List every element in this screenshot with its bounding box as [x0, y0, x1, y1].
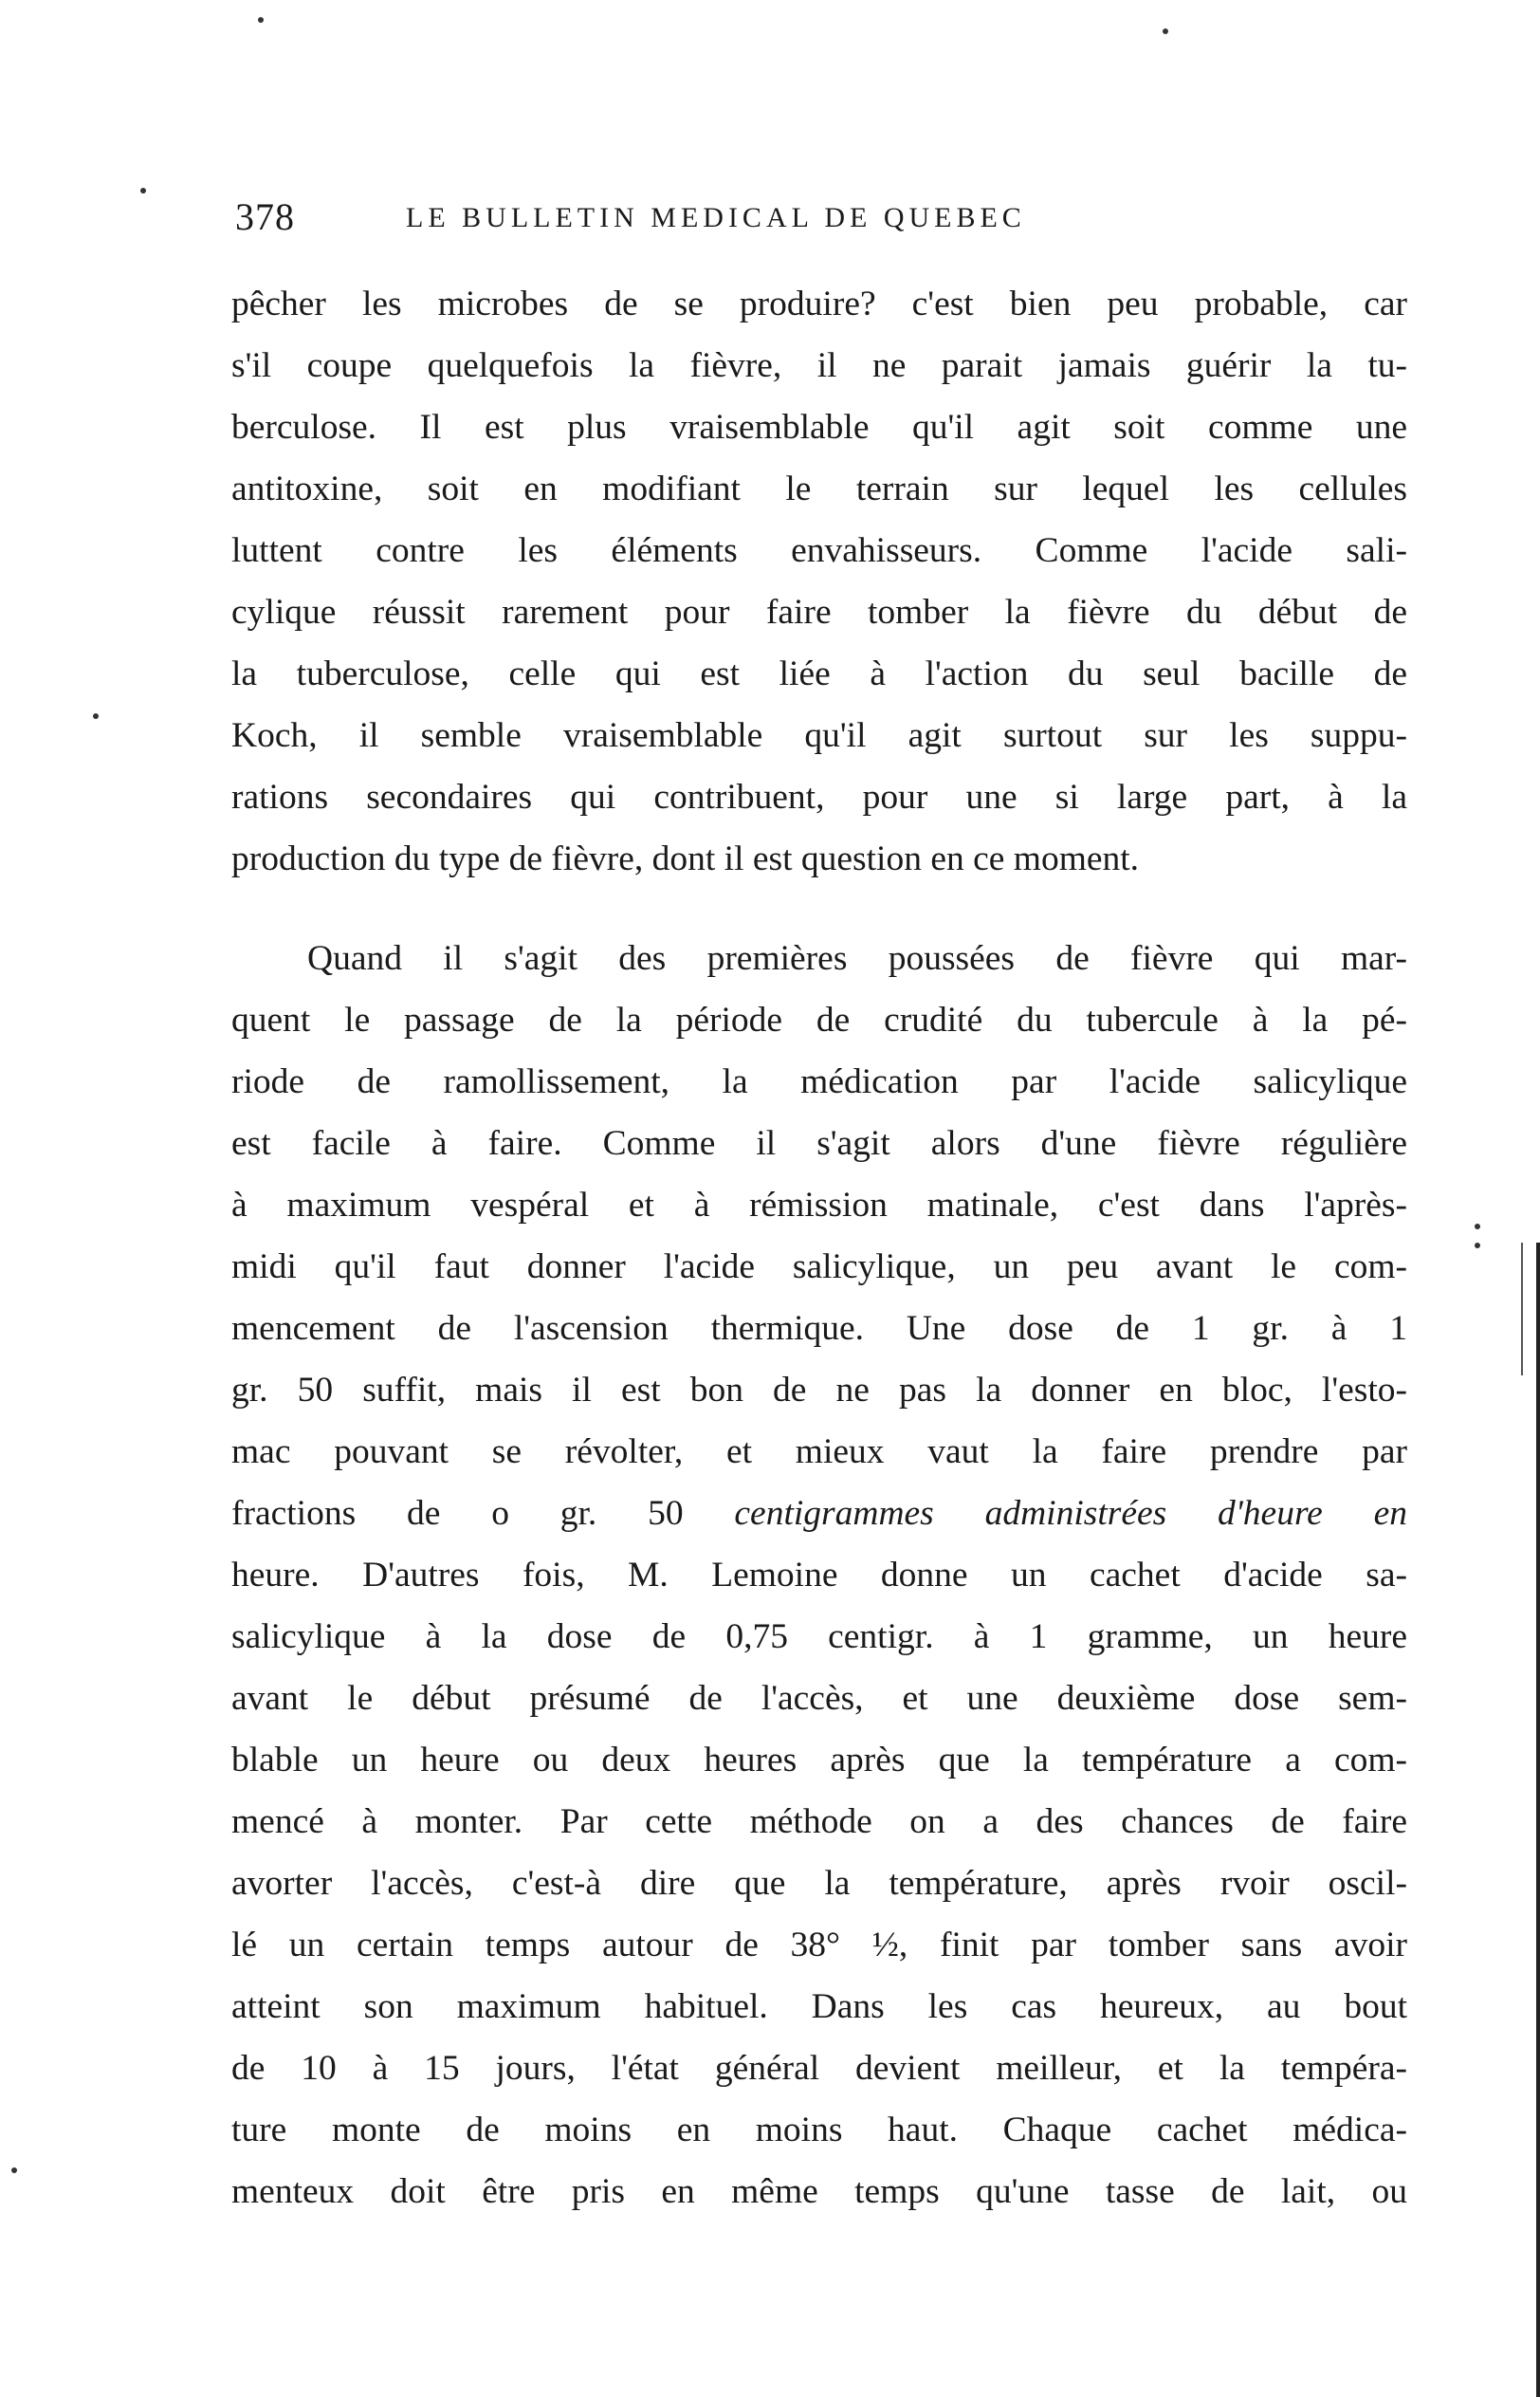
text-line: antitoxine, soit en modifiant le terrain sur lequel les cellules — [231, 470, 1407, 508]
text-line: de 10 à 15 jours, l'état général devient meilleur, et la tempéra- — [231, 2049, 1407, 2088]
text-segment: fractions de o gr. 50 — [231, 1494, 735, 1533]
body-text — [231, 273, 1407, 2222]
text-line: Quand il s'agit des premières poussées de fièvre qui mar- — [307, 939, 1407, 978]
text-line: mencement de l'ascension thermique. Une dose de 1 gr. à 1 — [231, 1309, 1407, 1348]
scan-speck — [258, 17, 264, 23]
text-line: production du type de fièvre, dont il est question en ce moment. — [231, 839, 1140, 878]
paragraph-gap — [231, 890, 1407, 928]
text-line: berculose. Il est plus vraisemblable qu'il agit soit comme une — [231, 408, 1407, 447]
text-line: luttent contre les éléments envahisseurs. Comme l'acide sali- — [231, 531, 1407, 570]
text-line: mencé à monter. Par cette méthode on a des chances de faire — [231, 1802, 1407, 1841]
scan-speck — [1475, 1224, 1480, 1229]
text-line: cylique réussit rarement pour faire tomber la fièvre du début de — [231, 593, 1407, 632]
text-line-mixed — [231, 1483, 1407, 1544]
text-line: avant le début présumé de l'accès, et une deuxième dose sem- — [231, 1679, 1407, 1718]
text-line: rations secondaires qui contribuent, pour une si large part, à la — [231, 778, 1407, 817]
text-line: lé un certain temps autour de 38° ½, finit par tomber sans avoir — [231, 1926, 1407, 1964]
text-line: Koch, il semble vraisemblable qu'il agit surtout sur les suppu- — [231, 716, 1407, 755]
text-line: heure. D'autres fois, M. Lemoine donne un cachet d'acide sa- — [231, 1556, 1407, 1595]
text-line: s'il coupe quelquefois la fièvre, il ne parait jamais guérir la tu- — [231, 346, 1407, 385]
text-line: ture monte de moins en moins haut. Chaque cachet médica- — [231, 2111, 1407, 2149]
page-header — [235, 194, 1183, 251]
text-line: atteint son maximum habituel. Dans les cas heureux, au bout — [231, 1987, 1407, 2026]
scan-speck — [11, 2167, 17, 2173]
text-line: riode de ramollissement, la médication par l'acide salicylique — [231, 1062, 1407, 1101]
text-line: gr. 50 suffit, mais il est bon de ne pas la donner en bloc, l'esto- — [231, 1371, 1407, 1410]
scan-edge-line — [1536, 1243, 1540, 2397]
scan-speck — [93, 713, 99, 719]
text-line: avorter l'accès, c'est-à dire que la température, après rvoir oscil- — [231, 1864, 1407, 1903]
text-line: salicylique à la dose de 0,75 centigr. à 1 gramme, un heure — [231, 1617, 1407, 1656]
scan-speck — [140, 188, 146, 194]
text-line: midi qu'il faut donner l'acide salicylique, un peu avant le com- — [231, 1247, 1407, 1286]
text-line: blable un heure ou deux heures après que la température a com- — [231, 1741, 1407, 1779]
scan-speck — [1475, 1243, 1480, 1248]
text-line: quent le passage de la période de crudité du tubercule à la pé- — [231, 1001, 1407, 1040]
page-number: 378 — [235, 195, 295, 238]
text-line: mac pouvant se révolter, et mieux vaut la faire prendre par — [231, 1432, 1407, 1471]
running-title: LE BULLETIN MEDICAL DE QUEBEC — [406, 202, 1026, 233]
text-line: menteux doit être pris en même temps qu'une tasse de lait, ou — [231, 2172, 1407, 2211]
italic-segment: centigrammes administrées d'heure en — [734, 1494, 1407, 1533]
text-line: est facile à faire. Comme il s'agit alors d'une fièvre régulière — [231, 1124, 1407, 1163]
scan-edge-line-thin — [1521, 1243, 1523, 1375]
text-line: la tuberculose, celle qui est liée à l'action du seul bacille de — [231, 655, 1407, 693]
text-line: pêcher les microbes de se produire? c'est bien peu probable, car — [231, 285, 1407, 323]
scan-speck — [1163, 28, 1168, 34]
text-line: à maximum vespéral et à rémission matinale, c'est dans l'après- — [231, 1186, 1407, 1225]
